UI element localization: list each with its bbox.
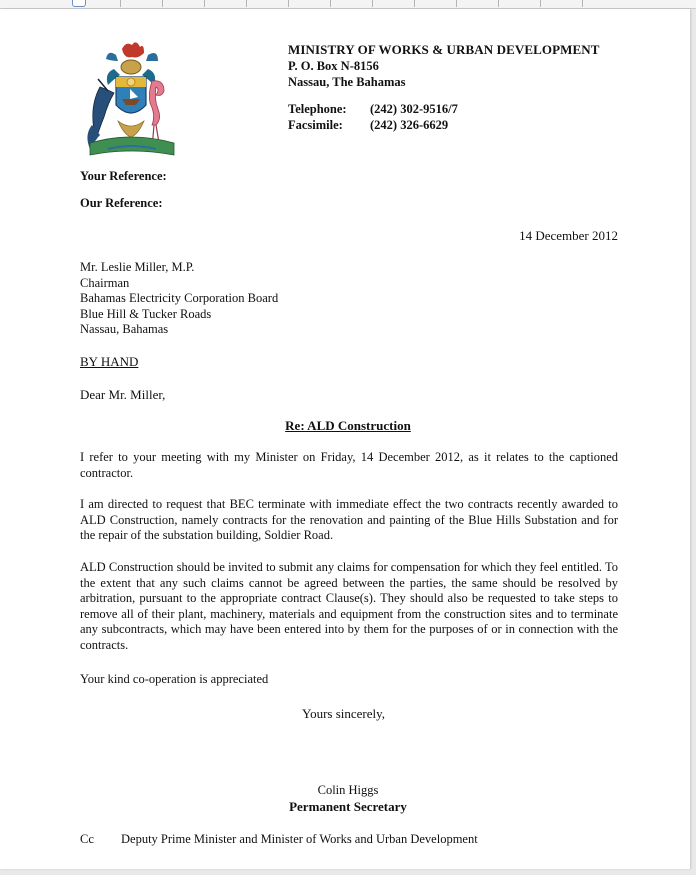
subject-line: Re: ALD Construction: [285, 418, 411, 433]
document-page: [0, 9, 690, 869]
recipient-line: Bahamas Electricity Corporation Board: [80, 291, 279, 305]
recipient-line: Mr. Leslie Miller, M.P.: [80, 260, 195, 274]
closing: Yours sincerely,: [302, 706, 386, 721]
body-paragraph-2: I am directed to request that BEC terminate with immediate effect the two contracts recently awarded to ALD Construction, namely contracts for the renovation and painting of the Blue Hills Substation and for the repair of the substation building, Soldier Road.: [80, 497, 618, 542]
indent-marker[interactable]: [72, 0, 86, 7]
letterhead-address: [288, 42, 600, 90]
letterhead-contact: [288, 101, 458, 133]
po-box: P. O. Box N-8156: [288, 59, 379, 73]
ministry-name: MINISTRY OF WORKS & URBAN DEVELOPMENT: [288, 42, 600, 57]
ruler: [0, 0, 696, 9]
telephone-label: Telephone:: [288, 102, 347, 116]
facsimile-label: Facsimile:: [288, 118, 343, 132]
signer-title: Permanent Secretary: [289, 799, 407, 814]
body-paragraph-3: ALD Construction should be invited to submit any claims for compensation for which they feel entitled. To the extent that any such claims cannot be agreed between the parties, the same should be resolved by arbitration, pursuant to the appropriate contract Clause(s). They should also be requested to take steps to remove all of their plant, machinery, materials and equipment from the construction sites and to terminate any subcontracts, which may have been entered into by them for the purposes of or in connection with the contracts.: [80, 560, 618, 652]
our-reference: Our Reference:: [80, 196, 163, 210]
signer-name: Colin Higgs: [317, 783, 379, 797]
body-paragraph-1: I refer to your meeting with my Minister on Friday, 14 December 2012, as it relates to the captioned contractor.: [80, 450, 618, 480]
body-paragraph-4: Your kind co-operation is appreciated: [80, 672, 269, 686]
city: Nassau, The Bahamas: [288, 75, 406, 89]
recipient-line: Blue Hill & Tucker Roads: [80, 306, 212, 321]
your-reference: Your Reference:: [80, 169, 167, 183]
salutation: Dear Mr. Miller,: [80, 387, 166, 402]
recipient-address: [80, 260, 278, 338]
recipient-line: Nassau, Bahamas: [80, 322, 169, 336]
telephone-value: (242) 302-9516/7: [370, 102, 458, 116]
cc-recipient: Deputy Prime Minister and Minister of Works and Urban Development: [121, 832, 478, 846]
cc-label: Cc: [80, 832, 94, 846]
recipient-line: Chairman: [80, 275, 130, 290]
letter-date: 14 December 2012: [519, 228, 618, 243]
facsimile-value: (242) 326-6629: [370, 118, 449, 132]
by-hand: BY HAND: [80, 354, 139, 369]
bahamas-coat-of-arms-icon: [78, 39, 184, 163]
